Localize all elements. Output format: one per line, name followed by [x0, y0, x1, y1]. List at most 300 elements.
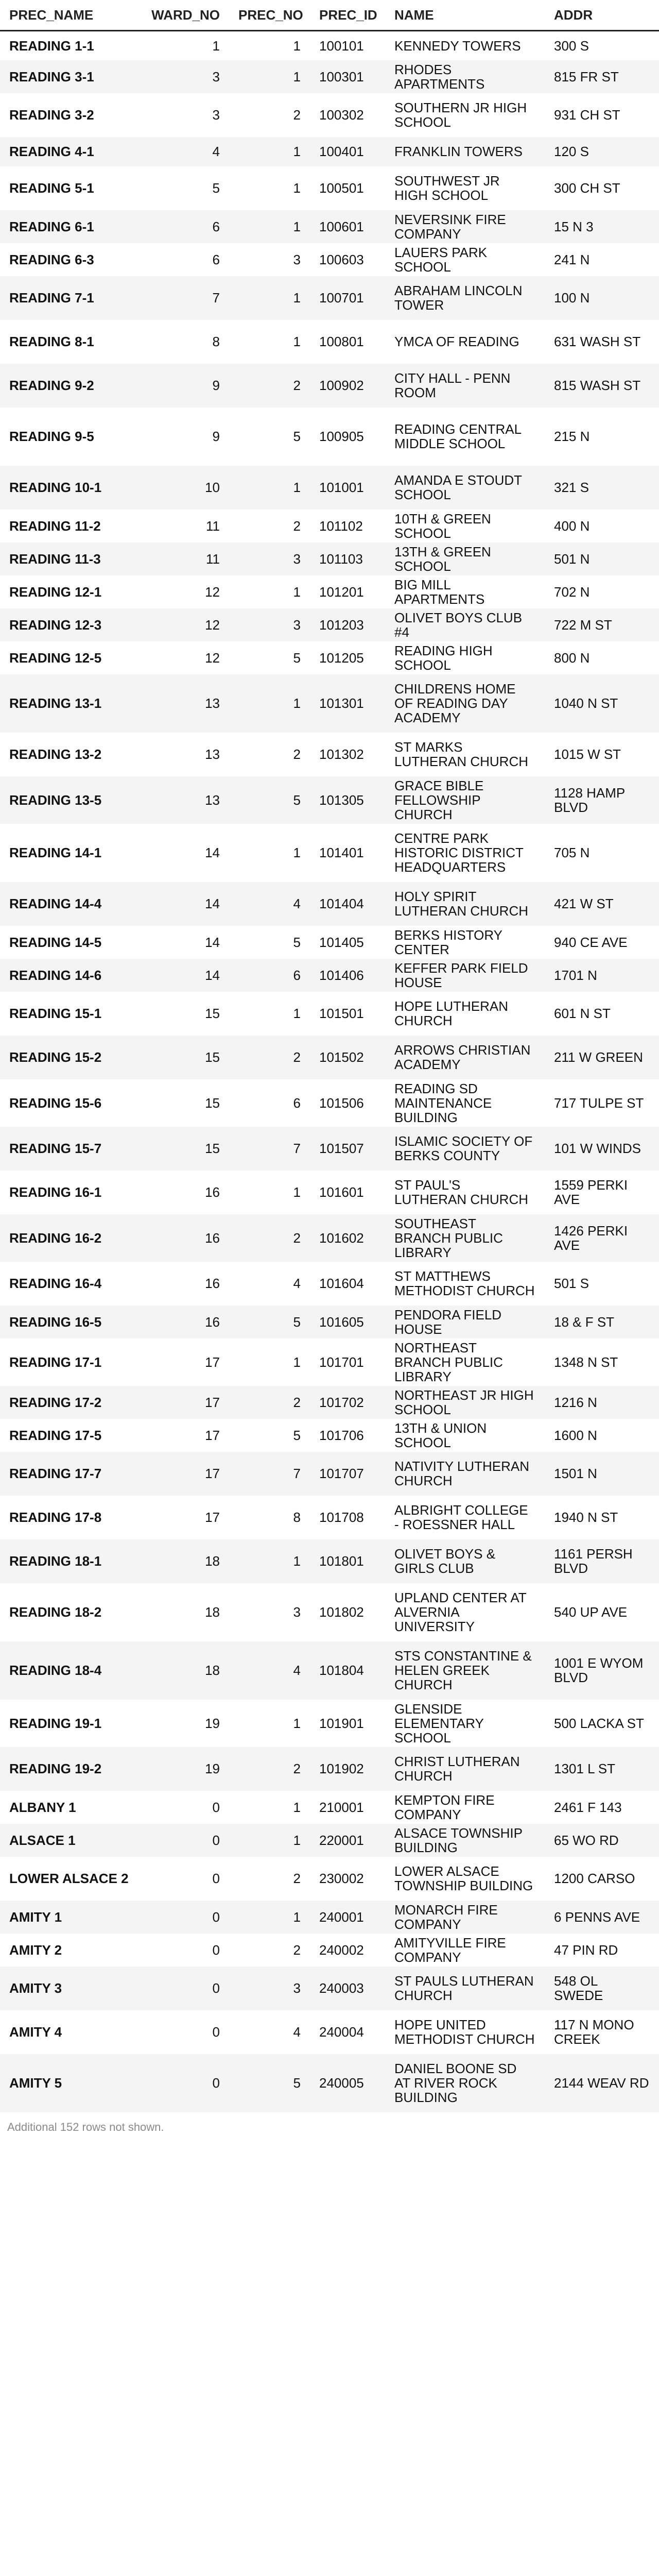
- table-body: [0, 31, 659, 2112]
- table-row: [0, 1791, 659, 1824]
- cell-name: GRACE BIBLE FELLOWSHIP CHURCH: [385, 776, 545, 824]
- table-row: [0, 1036, 659, 1079]
- cell-ward-no: 12: [139, 608, 229, 641]
- cell-prec-no: 7: [229, 1127, 310, 1171]
- cell-addr: 117 N MONO CREEK: [545, 2010, 659, 2054]
- cell-prec-no: 2: [229, 1386, 310, 1419]
- cell-prec-name: READING 17-7: [0, 1452, 139, 1496]
- cell-ward-no: 18: [139, 1583, 229, 1641]
- cell-prec-id: 101405: [310, 926, 385, 959]
- cell-prec-no: 5: [229, 776, 310, 824]
- cell-addr: 1701 N: [545, 959, 659, 992]
- cell-prec-id: 240004: [310, 2010, 385, 2054]
- cell-prec-no: 2: [229, 1214, 310, 1262]
- table-row: [0, 733, 659, 776]
- table-row: [0, 1214, 659, 1262]
- cell-name: BERKS HISTORY CENTER: [385, 926, 545, 959]
- cell-prec-id: 101201: [310, 575, 385, 608]
- cell-addr: 815 FR ST: [545, 60, 659, 93]
- cell-addr: 101 W WINDS: [545, 1127, 659, 1171]
- cell-ward-no: 17: [139, 1338, 229, 1386]
- cell-prec-name: READING 13-1: [0, 674, 139, 733]
- cell-name: ALSACE TOWNSHIP BUILDING: [385, 1824, 545, 1857]
- cell-ward-no: 11: [139, 510, 229, 543]
- cell-name: HOPE LUTHERAN CHURCH: [385, 992, 545, 1036]
- cell-prec-id: 101708: [310, 1496, 385, 1539]
- cell-ward-no: 14: [139, 959, 229, 992]
- cell-addr: 1200 CARSO: [545, 1857, 659, 1901]
- cell-name: RHODES APARTMENTS: [385, 60, 545, 93]
- cell-prec-id: 101602: [310, 1214, 385, 1262]
- cell-prec-name: READING 9-5: [0, 408, 139, 466]
- column-header-ward-no[interactable]: WARD_NO: [139, 0, 229, 31]
- cell-prec-id: 101302: [310, 733, 385, 776]
- cell-addr: 1301 L ST: [545, 1747, 659, 1791]
- cell-prec-id: 100501: [310, 166, 385, 210]
- cell-ward-no: 18: [139, 1641, 229, 1700]
- table-row: [0, 93, 659, 137]
- cell-prec-name: READING 3-2: [0, 93, 139, 137]
- cell-ward-no: 16: [139, 1306, 229, 1338]
- cell-prec-id: 101506: [310, 1079, 385, 1127]
- table-row: [0, 992, 659, 1036]
- table-row: [0, 1419, 659, 1452]
- table-row: [0, 1452, 659, 1496]
- cell-ward-no: 17: [139, 1386, 229, 1419]
- cell-prec-name: READING 13-2: [0, 733, 139, 776]
- cell-prec-id: 100302: [310, 93, 385, 137]
- cell-ward-no: 8: [139, 320, 229, 364]
- cell-prec-no: 3: [229, 243, 310, 276]
- table-row: [0, 1262, 659, 1306]
- cell-addr: 1426 PERKI AVE: [545, 1214, 659, 1262]
- cell-ward-no: 19: [139, 1700, 229, 1747]
- cell-addr: 631 WASH ST: [545, 320, 659, 364]
- cell-prec-id: 101406: [310, 959, 385, 992]
- cell-prec-no: 3: [229, 1967, 310, 2010]
- cell-prec-no: 1: [229, 60, 310, 93]
- cell-ward-no: 15: [139, 992, 229, 1036]
- cell-addr: 215 N: [545, 408, 659, 466]
- cell-ward-no: 12: [139, 641, 229, 674]
- cell-name: 13TH & GREEN SCHOOL: [385, 543, 545, 575]
- cell-ward-no: 7: [139, 276, 229, 320]
- cell-ward-no: 18: [139, 1539, 229, 1583]
- cell-prec-id: 100905: [310, 408, 385, 466]
- cell-addr: 601 N ST: [545, 992, 659, 1036]
- cell-addr: 540 UP AVE: [545, 1583, 659, 1641]
- cell-addr: 815 WASH ST: [545, 364, 659, 408]
- table-row: [0, 31, 659, 60]
- cell-prec-name: READING 14-4: [0, 882, 139, 926]
- table-row: [0, 1901, 659, 1934]
- table-row: [0, 1171, 659, 1214]
- cell-addr: 1015 W ST: [545, 733, 659, 776]
- cell-ward-no: 14: [139, 926, 229, 959]
- cell-name: AMITYVILLE FIRE COMPANY: [385, 1934, 545, 1967]
- cell-prec-name: READING 16-5: [0, 1306, 139, 1338]
- cell-prec-name: READING 11-2: [0, 510, 139, 543]
- table-row: [0, 1967, 659, 2010]
- cell-prec-name: READING 12-5: [0, 641, 139, 674]
- cell-prec-no: 4: [229, 2010, 310, 2054]
- cell-name: OLIVET BOYS & GIRLS CLUB: [385, 1539, 545, 1583]
- cell-addr: 1940 N ST: [545, 1496, 659, 1539]
- cell-name: DANIEL BOONE SD AT RIVER ROCK BUILDING: [385, 2054, 545, 2112]
- table-row: [0, 276, 659, 320]
- cell-prec-no: 4: [229, 882, 310, 926]
- table-row: [0, 1641, 659, 1700]
- cell-ward-no: 0: [139, 2054, 229, 2112]
- cell-prec-id: 220001: [310, 1824, 385, 1857]
- cell-name: 13TH & UNION SCHOOL: [385, 1419, 545, 1452]
- table-row: [0, 1306, 659, 1338]
- cell-prec-name: READING 17-8: [0, 1496, 139, 1539]
- cell-ward-no: 6: [139, 243, 229, 276]
- cell-name: ISLAMIC SOCIETY OF BERKS COUNTY: [385, 1127, 545, 1171]
- cell-ward-no: 13: [139, 674, 229, 733]
- cell-addr: 15 N 3: [545, 210, 659, 243]
- table-row: [0, 210, 659, 243]
- cell-prec-no: 1: [229, 31, 310, 60]
- cell-prec-id: 240003: [310, 1967, 385, 2010]
- cell-prec-name: READING 18-2: [0, 1583, 139, 1641]
- cell-addr: 241 N: [545, 243, 659, 276]
- table-row: [0, 608, 659, 641]
- cell-prec-no: 1: [229, 276, 310, 320]
- cell-prec-name: READING 14-1: [0, 824, 139, 882]
- table-row: [0, 1386, 659, 1419]
- cell-prec-name: READING 7-1: [0, 276, 139, 320]
- table-header: [0, 0, 659, 31]
- cell-addr: 300 S: [545, 31, 659, 60]
- cell-name: READING HIGH SCHOOL: [385, 641, 545, 674]
- cell-name: NATIVITY LUTHERAN CHURCH: [385, 1452, 545, 1496]
- cell-ward-no: 13: [139, 733, 229, 776]
- cell-prec-id: 240002: [310, 1934, 385, 1967]
- cell-name: KEFFER PARK FIELD HOUSE: [385, 959, 545, 992]
- cell-ward-no: 10: [139, 466, 229, 510]
- cell-prec-name: AMITY 5: [0, 2054, 139, 2112]
- cell-name: NEVERSINK FIRE COMPANY: [385, 210, 545, 243]
- cell-name: ABRAHAM LINCOLN TOWER: [385, 276, 545, 320]
- table-row: [0, 959, 659, 992]
- cell-addr: 501 S: [545, 1262, 659, 1306]
- cell-prec-id: 101502: [310, 1036, 385, 1079]
- cell-prec-id: 100101: [310, 31, 385, 60]
- cell-prec-name: READING 16-2: [0, 1214, 139, 1262]
- cell-prec-name: READING 15-7: [0, 1127, 139, 1171]
- cell-prec-id: 101601: [310, 1171, 385, 1214]
- cell-prec-id: 101604: [310, 1262, 385, 1306]
- cell-ward-no: 4: [139, 137, 229, 166]
- cell-prec-no: 2: [229, 1747, 310, 1791]
- cell-prec-no: 6: [229, 1079, 310, 1127]
- cell-prec-no: 1: [229, 992, 310, 1036]
- cell-ward-no: 11: [139, 543, 229, 575]
- cell-ward-no: 15: [139, 1036, 229, 1079]
- cell-prec-no: 1: [229, 1700, 310, 1747]
- table-row: [0, 1079, 659, 1127]
- cell-name: ST MATTHEWS METHODIST CHURCH: [385, 1262, 545, 1306]
- cell-prec-name: READING 12-3: [0, 608, 139, 641]
- cell-ward-no: 15: [139, 1127, 229, 1171]
- cell-prec-name: READING 18-1: [0, 1539, 139, 1583]
- cell-prec-name: READING 6-1: [0, 210, 139, 243]
- table-row: [0, 2010, 659, 2054]
- table-row: [0, 1857, 659, 1901]
- cell-addr: 1348 N ST: [545, 1338, 659, 1386]
- cell-prec-no: 2: [229, 1857, 310, 1901]
- cell-prec-name: READING 9-2: [0, 364, 139, 408]
- cell-name: SOUTHWEST JR HIGH SCHOOL: [385, 166, 545, 210]
- cell-addr: 18 & F ST: [545, 1306, 659, 1338]
- cell-prec-name: LOWER ALSACE 2: [0, 1857, 139, 1901]
- cell-prec-id: 101301: [310, 674, 385, 733]
- cell-name: FRANKLIN TOWERS: [385, 137, 545, 166]
- cell-name: CITY HALL - PENN ROOM: [385, 364, 545, 408]
- cell-name: ALBRIGHT COLLEGE - ROESSNER HALL: [385, 1496, 545, 1539]
- cell-prec-name: AMITY 2: [0, 1934, 139, 1967]
- cell-ward-no: 17: [139, 1496, 229, 1539]
- cell-prec-name: READING 5-1: [0, 166, 139, 210]
- cell-addr: 800 N: [545, 641, 659, 674]
- cell-ward-no: 0: [139, 1901, 229, 1934]
- cell-name: PENDORA FIELD HOUSE: [385, 1306, 545, 1338]
- cell-ward-no: 16: [139, 1214, 229, 1262]
- cell-ward-no: 14: [139, 882, 229, 926]
- cell-prec-no: 1: [229, 1791, 310, 1824]
- cell-prec-id: 101404: [310, 882, 385, 926]
- cell-ward-no: 0: [139, 1857, 229, 1901]
- cell-prec-name: AMITY 3: [0, 1967, 139, 2010]
- cell-prec-id: 101706: [310, 1419, 385, 1452]
- cell-name: ARROWS CHRISTIAN ACADEMY: [385, 1036, 545, 1079]
- table-row: [0, 543, 659, 575]
- cell-prec-no: 3: [229, 543, 310, 575]
- cell-prec-id: 230002: [310, 1857, 385, 1901]
- cell-name: LAUERS PARK SCHOOL: [385, 243, 545, 276]
- cell-prec-id: 100603: [310, 243, 385, 276]
- header-row: [0, 0, 659, 31]
- cell-ward-no: 0: [139, 1824, 229, 1857]
- cell-prec-id: 100701: [310, 276, 385, 320]
- cell-name: KEMPTON FIRE COMPANY: [385, 1791, 545, 1824]
- cell-prec-no: 1: [229, 575, 310, 608]
- cell-addr: 940 CE AVE: [545, 926, 659, 959]
- cell-ward-no: 16: [139, 1262, 229, 1306]
- table-row: [0, 364, 659, 408]
- column-header-name[interactable]: NAME: [385, 0, 545, 31]
- table-row: [0, 466, 659, 510]
- cell-ward-no: 0: [139, 1934, 229, 1967]
- cell-prec-no: 2: [229, 733, 310, 776]
- cell-ward-no: 5: [139, 166, 229, 210]
- cell-addr: 2461 F 143: [545, 1791, 659, 1824]
- cell-prec-no: 1: [229, 137, 310, 166]
- column-header-prec-name[interactable]: PREC_NAME: [0, 0, 139, 31]
- cell-addr: 717 TULPE ST: [545, 1079, 659, 1127]
- cell-addr: 211 W GREEN: [545, 1036, 659, 1079]
- cell-addr: 100 N: [545, 276, 659, 320]
- cell-name: KENNEDY TOWERS: [385, 31, 545, 60]
- cell-prec-no: 3: [229, 1583, 310, 1641]
- table-row: [0, 641, 659, 674]
- table-row: [0, 166, 659, 210]
- cell-prec-id: 101501: [310, 992, 385, 1036]
- table-row: [0, 1700, 659, 1747]
- cell-ward-no: 9: [139, 408, 229, 466]
- cell-prec-name: READING 10-1: [0, 466, 139, 510]
- cell-addr: 400 N: [545, 510, 659, 543]
- column-header-prec-id[interactable]: PREC_ID: [310, 0, 385, 31]
- cell-prec-name: READING 18-4: [0, 1641, 139, 1700]
- cell-prec-no: 1: [229, 320, 310, 364]
- cell-prec-name: READING 17-1: [0, 1338, 139, 1386]
- cell-addr: 1001 E WYOM BLVD: [545, 1641, 659, 1700]
- cell-prec-id: 101902: [310, 1747, 385, 1791]
- cell-prec-no: 2: [229, 364, 310, 408]
- cell-addr: 6 PENNS AVE: [545, 1901, 659, 1934]
- cell-addr: 300 CH ST: [545, 166, 659, 210]
- rows-not-shown-note: Additional 152 rows not shown.: [7, 2120, 164, 2133]
- cell-addr: 548 OL SWEDE: [545, 1967, 659, 2010]
- cell-prec-name: READING 4-1: [0, 137, 139, 166]
- cell-addr: 421 W ST: [545, 882, 659, 926]
- cell-prec-no: 2: [229, 510, 310, 543]
- cell-addr: 722 M ST: [545, 608, 659, 641]
- cell-prec-id: 101701: [310, 1338, 385, 1386]
- cell-prec-name: READING 6-3: [0, 243, 139, 276]
- table-row: [0, 137, 659, 166]
- column-header-prec-no[interactable]: PREC_NO: [229, 0, 310, 31]
- cell-prec-no: 2: [229, 1036, 310, 1079]
- cell-name: HOLY SPIRIT LUTHERAN CHURCH: [385, 882, 545, 926]
- cell-name: NORTHEAST JR HIGH SCHOOL: [385, 1386, 545, 1419]
- cell-prec-no: 5: [229, 1306, 310, 1338]
- cell-name: MONARCH FIRE COMPANY: [385, 1901, 545, 1934]
- cell-prec-name: READING 14-5: [0, 926, 139, 959]
- cell-prec-name: ALSACE 1: [0, 1824, 139, 1857]
- cell-prec-id: 101401: [310, 824, 385, 882]
- cell-prec-name: AMITY 1: [0, 1901, 139, 1934]
- cell-prec-no: 8: [229, 1496, 310, 1539]
- cell-prec-id: 101507: [310, 1127, 385, 1171]
- cell-addr: 1600 N: [545, 1419, 659, 1452]
- cell-prec-no: 1: [229, 466, 310, 510]
- cell-prec-id: 101702: [310, 1386, 385, 1419]
- cell-ward-no: 3: [139, 93, 229, 137]
- table-row: [0, 320, 659, 364]
- cell-addr: 1161 PERSH BLVD: [545, 1539, 659, 1583]
- cell-prec-name: ALBANY 1: [0, 1791, 139, 1824]
- cell-name: CHILDRENS HOME OF READING DAY ACADEMY: [385, 674, 545, 733]
- cell-prec-id: 101001: [310, 466, 385, 510]
- table-row: [0, 1496, 659, 1539]
- column-header-addr[interactable]: ADDR: [545, 0, 659, 31]
- cell-prec-no: 7: [229, 1452, 310, 1496]
- cell-prec-name: READING 15-6: [0, 1079, 139, 1127]
- cell-prec-name: READING 15-2: [0, 1036, 139, 1079]
- table-row: [0, 1824, 659, 1857]
- cell-prec-name: READING 12-1: [0, 575, 139, 608]
- table-row: [0, 1934, 659, 1967]
- cell-addr: 2144 WEAV RD: [545, 2054, 659, 2112]
- cell-prec-name: READING 19-1: [0, 1700, 139, 1747]
- cell-addr: 702 N: [545, 575, 659, 608]
- cell-prec-no: 5: [229, 1419, 310, 1452]
- cell-prec-id: 101707: [310, 1452, 385, 1496]
- cell-name: ST PAULS LUTHERAN CHURCH: [385, 1967, 545, 2010]
- cell-ward-no: 17: [139, 1419, 229, 1452]
- cell-prec-name: READING 1-1: [0, 31, 139, 60]
- cell-name: HOPE UNITED METHODIST CHURCH: [385, 2010, 545, 2054]
- table-row: [0, 776, 659, 824]
- cell-name: OLIVET BOYS CLUB #4: [385, 608, 545, 641]
- cell-prec-no: 2: [229, 1934, 310, 1967]
- cell-name: GLENSIDE ELEMENTARY SCHOOL: [385, 1700, 545, 1747]
- cell-prec-id: 100902: [310, 364, 385, 408]
- cell-ward-no: 14: [139, 824, 229, 882]
- cell-ward-no: 9: [139, 364, 229, 408]
- cell-addr: 501 N: [545, 543, 659, 575]
- table-row: [0, 408, 659, 466]
- cell-name: NORTHEAST BRANCH PUBLIC LIBRARY: [385, 1338, 545, 1386]
- cell-prec-id: 240001: [310, 1901, 385, 1934]
- table-row: [0, 1127, 659, 1171]
- cell-ward-no: 19: [139, 1747, 229, 1791]
- cell-name: AMANDA E STOUDT SCHOOL: [385, 466, 545, 510]
- cell-addr: 500 LACKA ST: [545, 1700, 659, 1747]
- cell-prec-name: READING 17-2: [0, 1386, 139, 1419]
- table-row: [0, 60, 659, 93]
- cell-prec-id: 100401: [310, 137, 385, 166]
- cell-prec-no: 1: [229, 1824, 310, 1857]
- cell-prec-id: 101205: [310, 641, 385, 674]
- table-row: [0, 926, 659, 959]
- cell-prec-name: READING 14-6: [0, 959, 139, 992]
- table-row: [0, 1583, 659, 1641]
- cell-prec-no: 5: [229, 2054, 310, 2112]
- cell-addr: 1040 N ST: [545, 674, 659, 733]
- cell-prec-name: READING 16-1: [0, 1171, 139, 1214]
- cell-prec-id: 101804: [310, 1641, 385, 1700]
- cell-addr: 931 CH ST: [545, 93, 659, 137]
- table-row: [0, 575, 659, 608]
- cell-prec-id: 100801: [310, 320, 385, 364]
- table-row: [0, 1539, 659, 1583]
- cell-prec-no: 2: [229, 93, 310, 137]
- cell-name: CENTRE PARK HISTORIC DISTRICT HEADQUARTERS: [385, 824, 545, 882]
- cell-ward-no: 15: [139, 1079, 229, 1127]
- table-row: [0, 2054, 659, 2112]
- cell-name: CHRIST LUTHERAN CHURCH: [385, 1747, 545, 1791]
- cell-prec-no: 1: [229, 1901, 310, 1934]
- cell-prec-name: READING 8-1: [0, 320, 139, 364]
- cell-prec-name: READING 11-3: [0, 543, 139, 575]
- cell-prec-id: 210001: [310, 1791, 385, 1824]
- cell-ward-no: 0: [139, 1791, 229, 1824]
- cell-name: 10TH & GREEN SCHOOL: [385, 510, 545, 543]
- cell-addr: 1128 HAMP BLVD: [545, 776, 659, 824]
- cell-addr: 1559 PERKI AVE: [545, 1171, 659, 1214]
- cell-prec-id: 101305: [310, 776, 385, 824]
- cell-prec-name: AMITY 4: [0, 2010, 139, 2054]
- cell-prec-id: 240005: [310, 2054, 385, 2112]
- cell-addr: 705 N: [545, 824, 659, 882]
- cell-prec-no: 1: [229, 824, 310, 882]
- cell-prec-no: 1: [229, 1539, 310, 1583]
